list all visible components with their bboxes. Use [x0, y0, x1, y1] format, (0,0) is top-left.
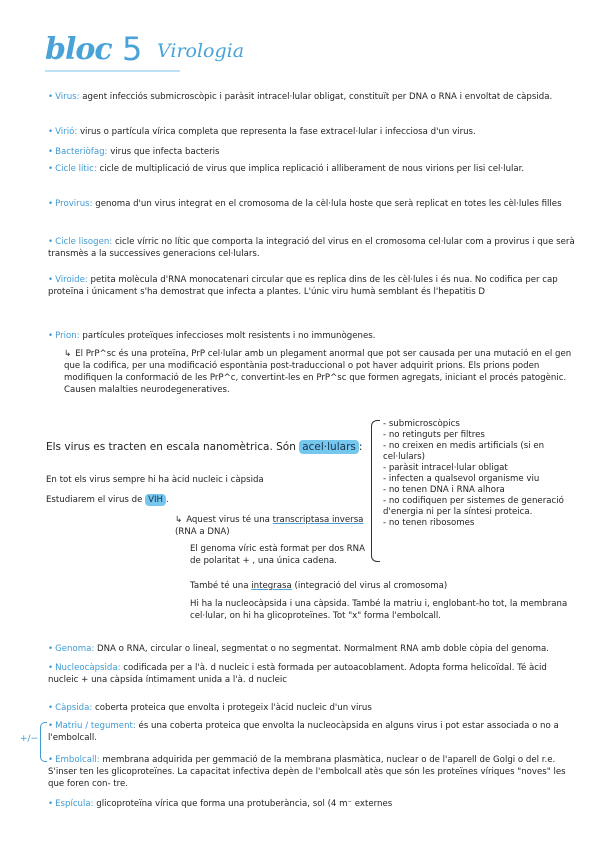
vih-note-3: També té una integrasa (integració del virus al cromosoma) — [190, 581, 448, 591]
term-bacteriofag: Bacteriòfag: — [55, 147, 108, 157]
property-item: - submicroscòpics — [383, 419, 460, 429]
entry-matriu: • Matriu / tegument: és una coberta proteica que envolta la nucleocàpsida en alguns virus i pot estar associada o no a l'embolcall. — [48, 721, 559, 743]
entry-nucleocapsida: • Nucleocàpsida: codificada per a l'à. d nucleic i està formada per autoacoblament. Adopta forma helicoïdal. Té àcid nucleic + una càpsida íntimament unida a l'à. d nucleic — [48, 663, 547, 685]
term-espicula: Espícula: — [55, 799, 94, 809]
term-cicle-lisogen: Cicle lisogen: — [55, 237, 113, 247]
term-provirus: Provirus: — [55, 199, 93, 209]
def-capsida: coberta proteica que envolta i protegeix l'àcid nucleic d'un virus — [95, 703, 372, 713]
def-virus: agent infecciós submicroscòpic i paràsit intracel·lular obligat, constituït per DNA o RNA i envoltat de càpsida. — [82, 92, 553, 102]
entry-capsida: • Càpsida: coberta proteica que envolta i protegeix l'àcid nucleic d'un virus — [48, 703, 372, 713]
entry-cicle-litic: • Cicle lític: cicle de multiplicació de virus que implica replicació i alliberament de nous virions per lisi cel·lular. — [48, 164, 525, 174]
term-virio: Virió: — [55, 127, 78, 137]
vih-note-4: Hi ha la nucleocàpsida i una càpsida. També la matriu i, englobant-ho tot, la membrana cel·lular, on hi ha glicoproteïnes. Tot "x" forma l'embolcall. — [190, 599, 568, 621]
entry-genoma: • Genoma: DNA o RNA, circular o lineal, segmentat o no segmentat. Normalment RNA amb doble còpia del genoma. — [48, 644, 550, 654]
def-viroide: petita molècula d'RNA monocatenari circular que es replica dins de les cèl·lules i és nua. No codifica per cap proteïna i únicament s'ha demostrat que infecta a plantes. L'únic viru humà semblant és l'hepatitis D — [48, 275, 558, 297]
entry-virus: • Virus: agent infecciós submicroscòpic i paràsit intracel·lular obligat, constituït per DNA o RNA i envoltat de càpsida. — [48, 92, 553, 102]
def-cicle-litic: cicle de multiplicació de virus que implica replicació i alliberament de nous virions per lisi cel·lular. — [99, 164, 525, 174]
dna-statement-2: Estudiarem el virus de VIH . — [46, 495, 169, 505]
property-item: - paràsit intracel·lular obligat — [383, 463, 508, 473]
dna-statement-1: En tot els virus sempre hi ha àcid nucleic i càpsida — [46, 475, 264, 485]
scale-statement: Els virus es tracten en escala nanomètrica. Són acel·lulars : — [46, 441, 363, 453]
entry-embolcall: • Embolcall: membrana adquirida per gemmació de la membrana plasmàtica, nuclear o de l'aparell de Golgi o del r.e. S'inser ten les glicoproteïnes. La capacitat infectiva depèn de l'embolcall atès que són les proteïnes víriques "noves" les que foren con- tre. — [48, 755, 566, 789]
def-espicula: glicoproteïna vírica que forma una protuberància, sol (4 m⁻ externes — [96, 799, 393, 809]
side-brace — [40, 722, 47, 762]
def-prion: partícules proteïques infeccioses molt resistents i no immunògenes. — [82, 331, 376, 341]
properties-list — [383, 419, 583, 529]
term-viroide: Viroide: — [55, 275, 88, 285]
def-virio: virus o partícula vírica completa que representa la fase extracel·lular i infecciosa d'un virus. — [79, 127, 476, 137]
highlight-acellulars: acel·lulars — [299, 440, 359, 454]
entry-virio: • Virió: virus o partícula vírica completa que representa la fase extracel·lular i infecciosa d'un virus. — [48, 127, 476, 137]
property-item: - no tenen ribosomes — [383, 518, 475, 528]
term-cicle-litic: Cicle lític: — [55, 164, 97, 174]
def-nucleocapsida: codificada per a l'à. d nucleic i està formada per autoacoblament. Adopta forma helicoïdal. Té àcid nucleic + una càpsida íntimament unida a l'à. d nucleic — [48, 663, 547, 685]
entry-viroide: • Viroide: petita molècula d'RNA monocatenari circular que es replica dins de les cèl·lules i és nua. No codifica per cap proteïna i únicament s'ha demostrat que infecta a plantes. L'únic viru humà semblant és l'hepatitis D — [48, 275, 558, 297]
vih-note-2: El genoma víric està format per dos RNA de polaritat + , una única cadena. — [190, 544, 365, 566]
def-bacteriofag: virus que infecta bacteris — [110, 147, 220, 157]
def-cicle-lisogen: cicle vírric no lític que comporta la integració del virus en el cromosoma cel·lular com a provirus i que serà transmès a la successives generacions cel·lulars. — [48, 237, 575, 259]
def-matriu: és una coberta proteica que envolta la nucleocàpsida en alguns virus i pot estar associada o no a l'embolcall. — [48, 721, 559, 743]
title-underline — [45, 70, 180, 72]
entry-provirus: • Provirus: genoma d'un virus integrat en el cromosoma de la cèl·lula hoste que serà replicat en totes les cèl·lules filles — [48, 199, 562, 209]
arrow-right-icon: ↳ — [64, 349, 72, 359]
highlight-vih: VIH — [145, 494, 166, 506]
vih-note-1: ↳ Aquest virus té una transcriptasa inversa (RNA a DNA) — [175, 515, 364, 537]
side-mark: +/− — [20, 734, 39, 744]
properties-brace — [371, 420, 380, 562]
term-capsida: Càpsida: — [55, 703, 93, 713]
term-embolcall: Embolcall: — [55, 755, 100, 765]
arrow-right-icon: ↳ — [175, 515, 183, 525]
title-bloc: bloc — [45, 32, 112, 67]
term-matriu: Matriu / tegument: — [55, 721, 136, 731]
def-embolcall: membrana adquirida per gemmació de la membrana plasmàtica, nuclear o de l'aparell de Golgi o del r.e. S'inser ten les glicoproteïnes. La capacitat infectiva depèn de l'embolcall atès que són les proteïnes víriques "noves" les que foren con- tre. — [48, 755, 566, 789]
property-item: - infecten a qualsevol organisme viu — [383, 474, 540, 484]
title-number: 5 — [122, 30, 143, 68]
term-prion: Prion: — [55, 331, 80, 341]
entry-prion: • Prion: partícules proteïques infeccioses molt resistents i no immunògenes. — [48, 331, 376, 341]
term-nucleocapsida: Nucleocàpsida: — [55, 663, 121, 673]
property-item: - no retinguts per filtres — [383, 430, 485, 440]
property-item: - no creixen en medis artificials (si en cel·lulars) — [383, 441, 545, 462]
property-item: - no codifiquen per sistemes de generació d'energia ni per la síntesi proteica. — [383, 496, 564, 517]
term-virus: Virus: — [55, 92, 80, 102]
entry-espicula: • Espícula: glicoproteïna vírica que forma una protuberància, sol (4 m⁻ externes — [48, 799, 393, 809]
def-provirus: genoma d'un virus integrat en el cromosoma de la cèl·lula hoste que serà replicat en totes les cèl·lules filles — [95, 199, 562, 209]
page-title: Virologia — [157, 40, 245, 62]
property-item: - no tenen DNA i RNA alhora — [383, 485, 505, 495]
entry-bacteriofag: • Bacteriòfag: virus que infecta bacteris — [48, 147, 220, 157]
term-genoma: Genoma: — [55, 644, 95, 654]
def-genoma: DNA o RNA, circular o lineal, segmentat o no segmentat. Normalment RNA amb doble còpia del genoma. — [97, 644, 550, 654]
prion-detail: ↳ El PrP^sc és una proteïna, PrP cel·lular amb un plegament anormal que pot ser causada per una mutació en el gen que la codifica, per una modificació espontània post-traduccional o pot haver adquirit prions. Els prions poden modifiquen la conformació de les PrP^c, convertint-les en PrP^sc que formen agregats, iniciant el procés patogènic. Causen malalties neurodegeneratives. — [64, 349, 572, 395]
entry-cicle-lisogen: • Cicle lisogen: cicle vírric no lític que comporta la integració del virus en el cromosoma cel·lular com a provirus i que serà transmès a la successives generacions cel·lulars. — [48, 237, 575, 259]
